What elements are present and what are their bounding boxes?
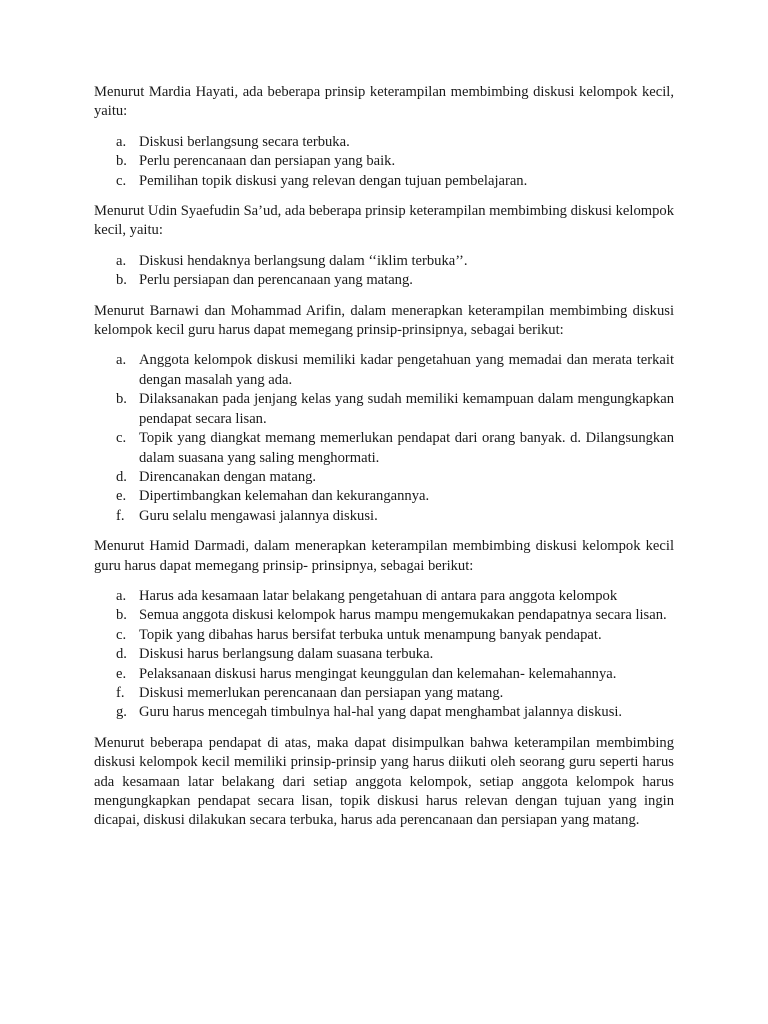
list-item-text: Perlu perencanaan dan persiapan yang baik. — [139, 153, 396, 170]
list-item — [94, 626, 674, 645]
list-item — [94, 665, 674, 684]
list-marker: c. — [116, 626, 127, 643]
list-item — [94, 271, 674, 290]
list-item-text: Guru harus mencegah timbulnya hal-hal yang dapat menghambat jalannya diskusi. — [139, 704, 623, 721]
list-item-text: Topik yang diangkat memang memerlukan pendapat dari orang banyak. d. Dilangsungkan dalam suasana yang saling menghormati. — [139, 430, 674, 466]
list-marker: a. — [116, 352, 127, 369]
list-item-text: Dilaksanakan pada jenjang kelas yang sudah memiliki kemampuan dalam mengungkapkan pendapat secara lisan. — [139, 391, 674, 427]
list-item — [94, 252, 674, 271]
list-marker: a. — [116, 252, 127, 269]
list-marker: b. — [116, 391, 127, 408]
list-item-text: Perlu persiapan dan perencanaan yang matang. — [139, 272, 413, 289]
list-item — [94, 152, 674, 171]
list-item — [94, 703, 674, 722]
list-marker: g. — [116, 704, 127, 721]
list-item-text: Diskusi memerlukan perencanaan dan persiapan yang matang. — [139, 684, 504, 701]
list-item — [94, 172, 674, 191]
list-marker: a. — [116, 133, 127, 150]
section-4-list — [94, 587, 674, 723]
list-item — [94, 507, 674, 526]
list-item — [94, 133, 674, 152]
list-marker: a. — [116, 587, 127, 604]
section-3-intro: Menurut Barnawi dan Mohammad Arifin, dalam menerapkan keterampilan membimbing diskusi kelompok kecil guru harus dapat memegang prinsip-prinsipnya, sebagai berikut: — [94, 302, 674, 339]
section-2-intro: Menurut Udin Syaefudin Sa’ud, ada beberapa prinsip keterampilan membimbing diskusi kelompok kecil, yaitu: — [94, 203, 674, 239]
list-item — [94, 429, 674, 468]
section-2-list — [94, 252, 674, 291]
list-item — [94, 487, 674, 506]
list-marker: b. — [116, 153, 127, 170]
list-item — [94, 645, 674, 664]
list-item — [94, 606, 674, 625]
list-item-text: Direncanakan dengan matang. — [139, 468, 317, 485]
list-marker: e. — [116, 665, 127, 682]
list-item-text: Topik yang dibahas harus bersifat terbuka untuk menampung banyak pendapat. — [139, 626, 602, 643]
list-item-text: Guru selalu mengawasi jalannya diskusi. — [139, 507, 378, 524]
list-item-text: Diskusi berlangsung secara terbuka. — [139, 133, 350, 150]
list-item-text: Diskusi hendaknya berlangsung dalam ‘‘iklim terbuka’’. — [139, 252, 468, 269]
list-marker: b. — [116, 607, 127, 624]
document-page — [94, 83, 674, 842]
section-1-intro: Menurut Mardia Hayati, ada beberapa prinsip keterampilan membimbing diskusi kelompok kecil, yaitu: — [94, 84, 674, 120]
section-3-list — [94, 351, 674, 526]
list-item-text: Dipertimbangkan kelemahan dan kekurangannya. — [139, 488, 430, 505]
list-item-text: Diskusi harus berlangsung dalam suasana terbuka. — [139, 646, 434, 663]
list-item — [94, 468, 674, 487]
list-item — [94, 390, 674, 429]
list-marker: f. — [116, 507, 125, 524]
list-item-text: Pelaksanaan diskusi harus mengingat keunggulan dan kelemahan- kelemahannya. — [139, 665, 617, 682]
section-4-intro: Menurut Hamid Darmadi, dalam menerapkan keterampilan membimbing diskusi kelompok kecil guru harus dapat memegang prinsip- prinsipnya, sebagai berikut: — [94, 538, 674, 574]
list-item — [94, 351, 674, 390]
conclusion-paragraph: Menurut beberapa pendapat di atas, maka dapat disimpulkan bahwa keterampilan membimbing diskusi kelompok kecil memiliki prinsip-prinsip yang harus diikuti oleh seorang guru seperti harus ada kesamaan latar belakang dari setiap anggota kelompok, setiap anggota kelompok harus mengungkapkan pendapat secara lisan, topik diskusi harus relevan dengan tujuan yang ingin dicapai, diskusi dilakukan secara terbuka, harus ada perencanaan dan persiapan yang matang. — [94, 734, 674, 829]
list-marker: f. — [116, 684, 125, 701]
list-marker: d. — [116, 468, 127, 485]
list-item — [94, 684, 674, 703]
list-marker: b. — [116, 272, 127, 289]
list-item-text: Semua anggota diskusi kelompok harus mampu mengemukakan pendapatnya secara lisan. — [139, 607, 667, 624]
list-item — [94, 587, 674, 606]
section-1-list — [94, 133, 674, 191]
list-marker: e. — [116, 488, 127, 505]
list-marker: d. — [116, 646, 127, 663]
list-item-text: Anggota kelompok diskusi memiliki kadar pengetahuan yang memadai dan merata terkait dengan masalah yang ada. — [139, 352, 674, 388]
list-item-text: Harus ada kesamaan latar belakang pengetahuan di antara para anggota kelompok — [139, 587, 618, 604]
list-item-text: Pemilihan topik diskusi yang relevan dengan tujuan pembelajaran. — [139, 172, 528, 189]
list-marker: c. — [116, 430, 127, 447]
list-marker: c. — [116, 172, 127, 189]
